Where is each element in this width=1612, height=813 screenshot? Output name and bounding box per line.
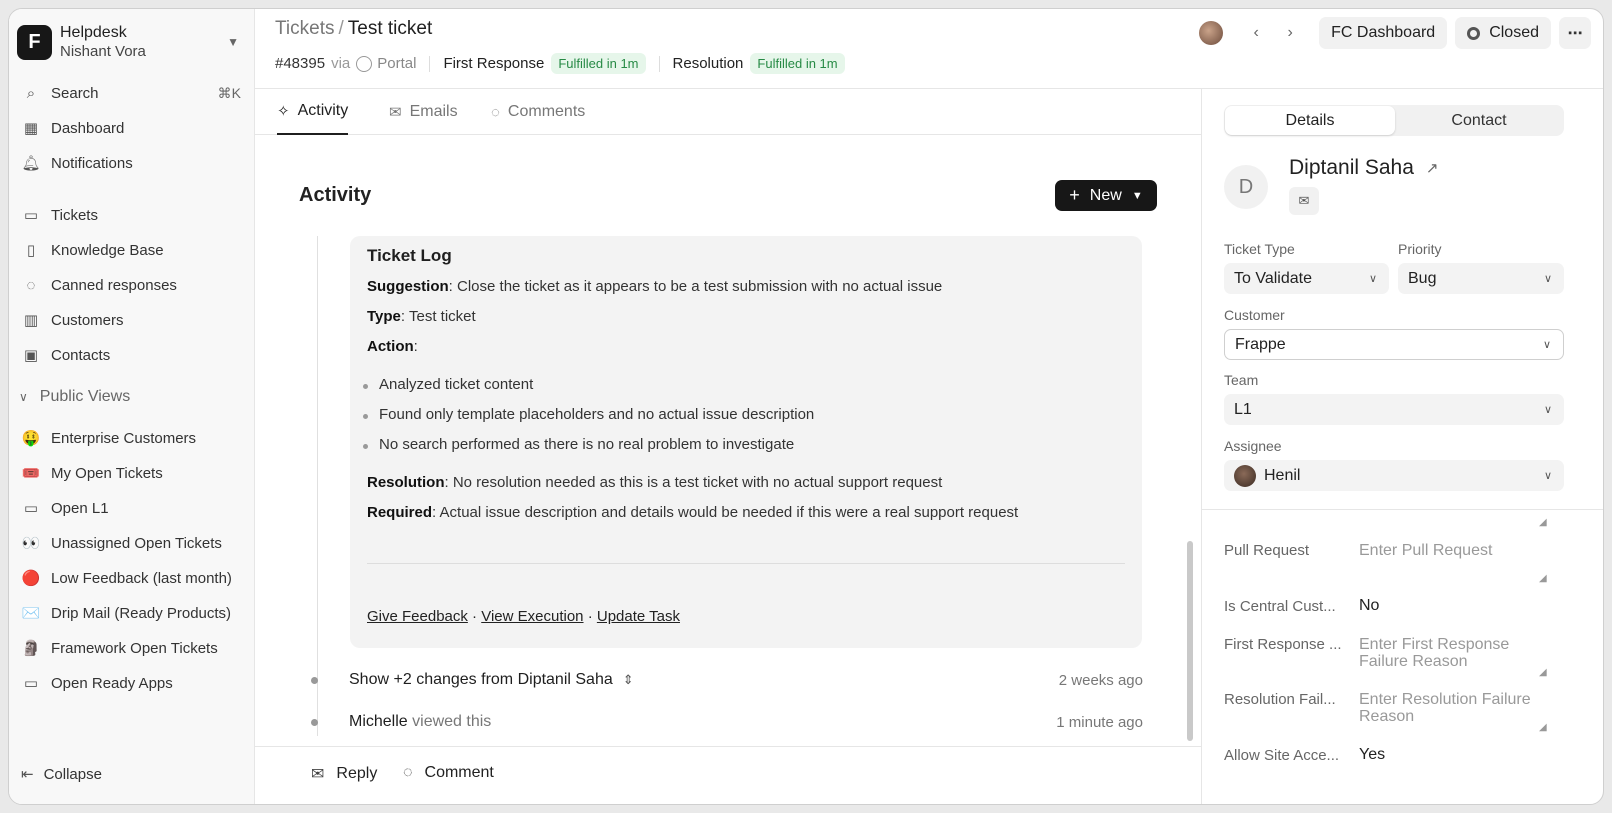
more-options-button[interactable]: ⋯ [1559, 17, 1591, 49]
chat-icon: ◌ [26, 276, 36, 294]
assignee-label: Assignee [1224, 438, 1282, 454]
ticket-log-card [350, 236, 1142, 648]
composer-bar [255, 746, 1201, 805]
page-title: Test ticket [347, 18, 433, 39]
resolution-failure-label: Resolution Fail... [1224, 691, 1336, 708]
sidebar-view-open-ready-apps[interactable] [17, 668, 247, 698]
app-logo: F [17, 25, 52, 60]
event-middle: changes from [416, 671, 514, 688]
tab-emails[interactable] [389, 89, 458, 135]
divider [659, 56, 660, 72]
allow-site-access-label: Allow Site Acce... [1224, 747, 1340, 764]
view-emoji: 🗿 [21, 640, 41, 657]
fc-dashboard-label: FC Dashboard [1331, 24, 1436, 41]
event-count: +2 [393, 671, 412, 688]
sidebar-item-label: Knowledge Base [51, 241, 164, 259]
channel [356, 55, 416, 72]
select-value: L1 [1234, 400, 1252, 418]
ticket-icon: ▭ [23, 500, 39, 517]
pull-request-label: Pull Request [1224, 542, 1310, 559]
log-type: Type: Test ticket [367, 308, 476, 325]
resolution-label: Resolution [672, 55, 744, 72]
log-resolution: Resolution: No resolution needed as this is a test ticket with no actual support request [367, 474, 943, 491]
sidebar-view-my-open-tickets[interactable] [17, 458, 247, 488]
reply-label: Reply [336, 765, 378, 782]
chevron-down-icon: ▼ [1131, 189, 1143, 202]
timeline-event-viewed [311, 713, 1143, 731]
sidebar-item-canned-responses[interactable] [17, 270, 247, 300]
tab-details[interactable]: Details [1225, 106, 1395, 135]
resize-handle[interactable]: ◢ [1539, 573, 1547, 584]
panel-tabs [1224, 105, 1564, 136]
give-feedback-link[interactable]: Give Feedback [367, 608, 468, 625]
sidebar-item-knowledge-base[interactable] [17, 235, 247, 265]
shortcut-hint: ⌘K [217, 84, 241, 101]
log-suggestion: Suggestion: Close the ticket as it appears to be a test submission with no actual issue [367, 278, 943, 295]
event-actor: Diptanil Saha [517, 671, 613, 688]
first-response-badge: Fulfilled in 1m [551, 53, 645, 74]
collapse-sidebar-button[interactable] [21, 765, 102, 783]
timeline-dot [311, 719, 318, 726]
placeholder-line: Enter Resolution Failure [1359, 691, 1531, 708]
ticket-header [255, 9, 1603, 89]
ticket-icon: ▭ [23, 675, 39, 692]
divider [429, 56, 430, 72]
status-label: Closed [1489, 24, 1539, 41]
external-link-icon[interactable]: ↗ [1425, 160, 1439, 177]
timeline-line [317, 236, 318, 736]
reply-button[interactable] [311, 764, 377, 784]
resize-handle[interactable]: ◢ [1539, 722, 1547, 733]
team-select[interactable] [1224, 394, 1564, 425]
sidebar-item-dashboard[interactable] [17, 113, 247, 143]
chevron-down-icon: ∨ [1543, 404, 1552, 416]
sidebar-item-label: Drip Mail (Ready Products) [51, 604, 232, 622]
user-name: Nishant Vora [60, 43, 146, 60]
sidebar-item-label: Enterprise Customers [51, 429, 197, 447]
portal-icon [356, 56, 372, 72]
book-icon: ▯ [26, 242, 36, 259]
chevron-down-icon: ∨ [1368, 273, 1377, 285]
pull-request-input[interactable]: Enter Pull Request [1359, 542, 1493, 559]
bell-icon: 🔔︎ [21, 155, 41, 172]
tab-label: Comments [507, 103, 586, 120]
dashboard-icon: ▦ [23, 120, 39, 137]
resize-handle[interactable]: ◢ [1539, 667, 1547, 678]
log-required: Required: Actual issue description and details would be needed if this were a real support request [367, 504, 1019, 521]
ticket-type-label: Ticket Type [1224, 241, 1295, 257]
view-emoji: 🎟️ [21, 465, 41, 482]
divider [1202, 509, 1603, 510]
workspace-switcher[interactable] [17, 21, 247, 63]
link-separator: · [583, 608, 597, 625]
select-value: Bug [1408, 269, 1437, 287]
allow-site-access-value[interactable]: Yes [1359, 746, 1386, 763]
divider [367, 563, 1125, 564]
mail-icon: ✉ [389, 104, 402, 121]
sidebar-item-label: Open L1 [51, 499, 109, 517]
sidebar-item-customers[interactable] [17, 305, 247, 335]
placeholder-line: Reason [1359, 708, 1415, 725]
sidebar-item-tickets[interactable] [17, 200, 247, 230]
event-actor: Michelle [349, 713, 408, 730]
mail-icon: ✉ [1298, 193, 1310, 208]
log-action-item: Found only template placeholders and no actual issue description [379, 406, 815, 423]
channel-label: Portal [377, 55, 417, 72]
new-label: New [1089, 186, 1122, 204]
contact-icon: ▣ [23, 347, 39, 364]
previous-ticket-button[interactable]: ‹ [1253, 24, 1259, 41]
ticket-icon: ▭ [23, 207, 39, 224]
via-text: via [331, 55, 351, 72]
view-emoji: ✉️ [21, 605, 41, 622]
breadcrumb [275, 18, 432, 40]
chevron-down-icon: ▼ [227, 35, 239, 49]
customer-select[interactable] [1224, 329, 1564, 360]
central-customer-label: Is Central Cust... [1224, 598, 1336, 615]
log-action-item: No search performed as there is no real problem to investigate [379, 436, 795, 453]
app-window [8, 8, 1604, 805]
sidebar-item-label: Customers [51, 311, 124, 329]
sidebar-item-contacts[interactable] [17, 340, 247, 370]
ticket-type-select[interactable] [1224, 263, 1389, 294]
timeline-event-changes[interactable] [311, 671, 1143, 689]
tab-label: Emails [409, 103, 458, 120]
sidebar-item-label: My Open Tickets [51, 464, 163, 482]
breadcrumb-tickets-link[interactable]: Tickets [275, 18, 335, 39]
chevron-down-icon: ∨ [1543, 470, 1552, 482]
sidebar-item-label: Notifications [51, 154, 133, 172]
resolution-badge: Fulfilled in 1m [750, 53, 844, 74]
resize-handle[interactable]: ◢ [1539, 517, 1547, 528]
event-action: viewed this [412, 713, 492, 730]
status-icon [1467, 27, 1480, 40]
timeline-dot [311, 677, 318, 684]
activity-title: Activity [299, 184, 372, 206]
log-links [367, 608, 680, 625]
contact-name [1289, 156, 1439, 180]
avatar: D [1224, 165, 1268, 209]
activity-scrollbar[interactable] [1187, 541, 1193, 741]
expand-icon: ⇕ [622, 672, 634, 687]
link-separator: · [467, 608, 482, 625]
ticket-meta [275, 53, 845, 74]
activity-feed [255, 136, 1201, 746]
plus-icon: + [1069, 185, 1080, 205]
mail-icon: ✉ [311, 766, 325, 783]
collapse-label: Collapse [43, 765, 102, 783]
priority-label: Priority [1398, 241, 1442, 257]
new-activity-button[interactable] [1055, 180, 1157, 211]
view-emoji: 👀 [21, 535, 41, 552]
first-response-failure-label: First Response ... [1224, 636, 1342, 653]
select-value: Frappe [1235, 335, 1286, 353]
sidebar-item-label: Contacts [51, 346, 111, 364]
avatar [1234, 465, 1256, 487]
header-actions [1199, 17, 1591, 49]
event-time: 1 minute ago [1056, 713, 1143, 731]
placeholder-line: Failure Reason [1359, 653, 1468, 670]
sidebar-item-label: Open Ready Apps [51, 674, 173, 692]
building-icon: ▥ [23, 312, 39, 329]
status-dropdown[interactable] [1455, 17, 1551, 49]
event-prefix: Show [349, 671, 390, 688]
section-title: Public Views [39, 388, 131, 405]
app-name: Helpdesk [60, 24, 127, 41]
email-contact-button[interactable] [1289, 187, 1319, 215]
sidebar-item-label: Low Feedback (last month) [51, 569, 232, 587]
ticket-id: #48395 [275, 55, 326, 72]
log-action: Action: [367, 338, 418, 355]
fc-dashboard-button[interactable] [1319, 17, 1447, 49]
sparkle-icon: ✧ [277, 103, 290, 120]
team-label: Team [1224, 372, 1259, 388]
customer-label: Customer [1224, 307, 1285, 323]
sidebar-view-open-l1[interactable] [17, 493, 247, 523]
chevron-down-icon: ∨ [19, 390, 28, 404]
sidebar-item-label: Dashboard [51, 119, 125, 137]
sidebar-item-label: Framework Open Tickets [51, 639, 218, 657]
tab-label: Activity [297, 102, 349, 119]
tab-activity[interactable] [277, 89, 348, 135]
sidebar-item-label: Unassigned Open Tickets [51, 534, 222, 552]
placeholder-line: Enter First Response [1359, 636, 1510, 653]
next-ticket-button[interactable]: › [1287, 24, 1293, 41]
main-area [255, 9, 1603, 804]
search-icon: ⌕ [26, 84, 36, 102]
chevron-down-icon: ∨ [1542, 339, 1551, 351]
first-response-label: First Response [443, 55, 545, 72]
assignee-select[interactable] [1224, 460, 1564, 491]
sidebar-view-enterprise-customers[interactable] [17, 423, 247, 453]
sidebar-item-label: Search [51, 84, 99, 102]
central-customer-value[interactable]: No [1359, 597, 1380, 614]
collapse-icon: ⇤ [21, 766, 34, 783]
comment-label: Comment [424, 764, 494, 781]
event-time: 2 weeks ago [1058, 671, 1143, 689]
sidebar-view-framework[interactable] [17, 633, 247, 663]
comment-icon: ◌ [491, 103, 500, 121]
priority-select[interactable] [1398, 263, 1564, 294]
first-response-failure-input[interactable] [1359, 636, 1549, 670]
ticket-log-title: Ticket Log [367, 246, 452, 265]
view-execution-link[interactable]: View Execution [481, 608, 584, 625]
breadcrumb-separator: / [338, 18, 344, 39]
sidebar-item-search[interactable] [17, 78, 247, 108]
tab-contact[interactable]: Contact [1451, 111, 1507, 129]
contact-name-text: Diptanil Saha [1289, 156, 1414, 179]
sidebar [9, 9, 255, 804]
sidebar-view-low-feedback[interactable] [17, 563, 247, 593]
view-emoji: 🤑 [21, 430, 41, 447]
sidebar-item-notifications[interactable] [17, 148, 247, 178]
select-value: To Validate [1234, 269, 1312, 287]
comment-icon: ◌ [403, 764, 413, 781]
view-emoji: 🔴 [21, 570, 41, 587]
chevron-down-icon: ∨ [1543, 273, 1552, 285]
resolution-failure-input[interactable] [1359, 691, 1549, 725]
update-task-link[interactable]: Update Task [596, 608, 680, 625]
sidebar-item-label: Tickets [51, 206, 98, 224]
sidebar-view-drip-mail[interactable] [17, 598, 247, 628]
sidebar-view-unassigned[interactable] [17, 528, 247, 558]
select-value: Henil [1264, 466, 1301, 484]
ticket-tabs [255, 89, 1201, 135]
details-panel [1201, 89, 1603, 804]
public-views-toggle[interactable] [19, 388, 130, 406]
viewer-avatar [1199, 21, 1223, 45]
comment-button[interactable] [403, 764, 494, 782]
tab-comments[interactable] [491, 89, 585, 135]
log-action-item: Analyzed ticket content [379, 376, 534, 393]
sidebar-item-label: Canned responses [51, 276, 177, 294]
